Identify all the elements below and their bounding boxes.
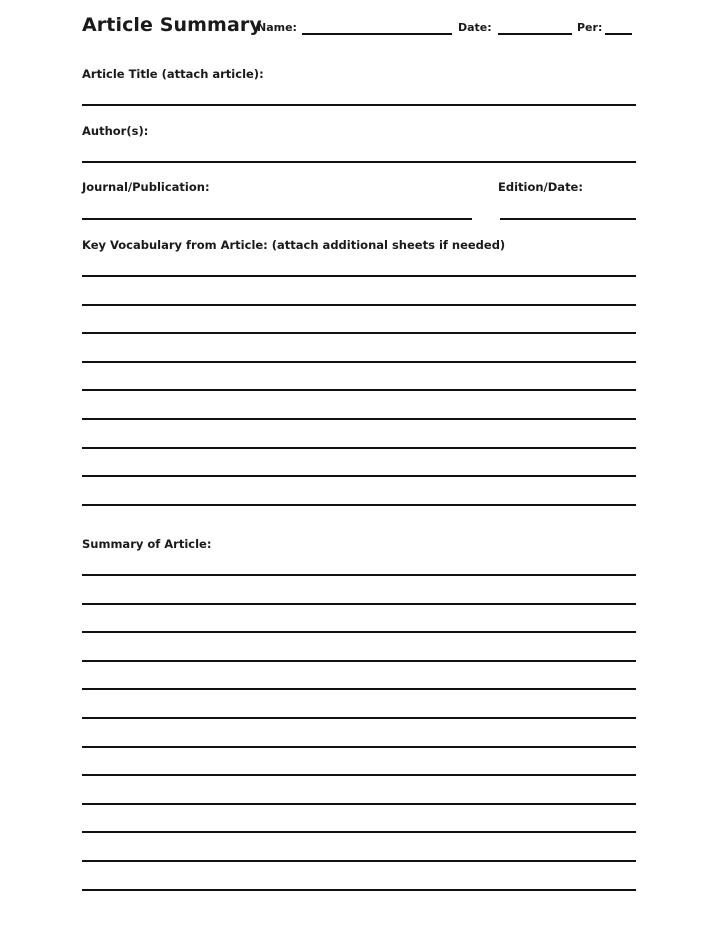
summary-line[interactable] bbox=[82, 631, 636, 633]
article-title-field[interactable] bbox=[82, 104, 636, 106]
vocabulary-label: Key Vocabulary from Article: (attach additional sheets if needed) bbox=[82, 238, 506, 252]
summary-label: Summary of Article: bbox=[82, 537, 212, 551]
summary-line[interactable] bbox=[82, 774, 636, 776]
summary-line[interactable] bbox=[82, 717, 636, 719]
summary-line[interactable] bbox=[82, 660, 636, 662]
vocabulary-line[interactable] bbox=[82, 275, 636, 277]
vocabulary-line[interactable] bbox=[82, 447, 636, 449]
journal-label: Journal/Publication: bbox=[82, 180, 210, 194]
name-label: Name: bbox=[257, 21, 297, 34]
summary-line[interactable] bbox=[82, 688, 636, 690]
summary-line[interactable] bbox=[82, 574, 636, 576]
edition-field[interactable] bbox=[500, 218, 636, 220]
period-field[interactable] bbox=[605, 33, 632, 35]
vocabulary-line[interactable] bbox=[82, 504, 636, 506]
vocabulary-line[interactable] bbox=[82, 304, 636, 306]
vocabulary-line[interactable] bbox=[82, 332, 636, 334]
page-title: Article Summary bbox=[82, 14, 262, 36]
summary-line[interactable] bbox=[82, 889, 636, 891]
per-label: Per: bbox=[577, 21, 603, 34]
vocabulary-line[interactable] bbox=[82, 418, 636, 420]
date-label: Date: bbox=[458, 21, 492, 34]
vocabulary-line[interactable] bbox=[82, 361, 636, 363]
article-title-label: Article Title (attach article): bbox=[82, 67, 264, 81]
summary-line[interactable] bbox=[82, 860, 636, 862]
summary-line[interactable] bbox=[82, 746, 636, 748]
summary-line[interactable] bbox=[82, 803, 636, 805]
journal-field[interactable] bbox=[82, 218, 472, 220]
vocabulary-line[interactable] bbox=[82, 389, 636, 391]
authors-field[interactable] bbox=[82, 161, 636, 163]
name-field[interactable] bbox=[302, 33, 452, 35]
vocabulary-line[interactable] bbox=[82, 475, 636, 477]
date-field[interactable] bbox=[498, 33, 572, 35]
edition-label: Edition/Date: bbox=[498, 180, 583, 194]
authors-label: Author(s): bbox=[82, 124, 149, 138]
summary-line[interactable] bbox=[82, 603, 636, 605]
summary-line[interactable] bbox=[82, 831, 636, 833]
